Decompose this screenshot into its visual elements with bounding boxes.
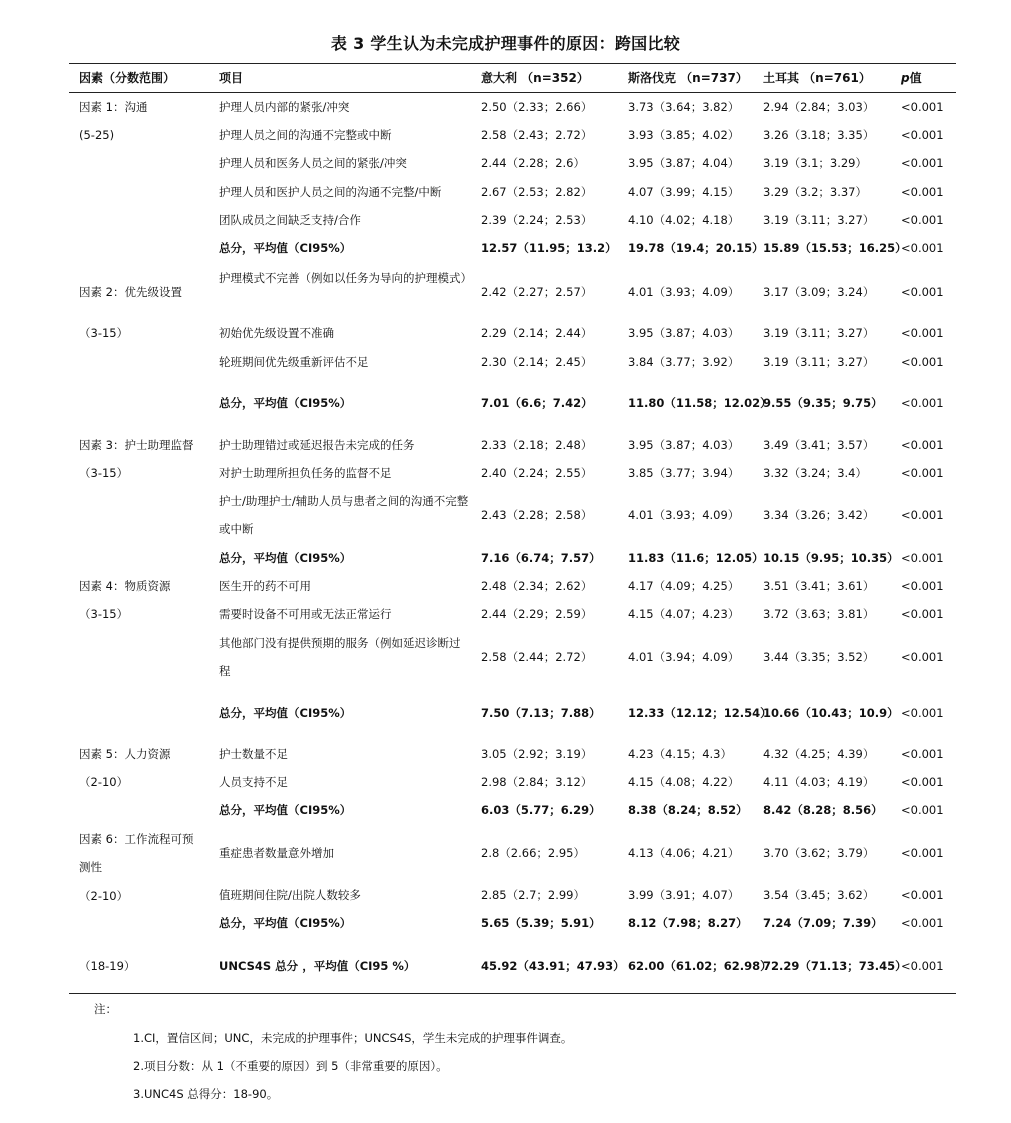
turkey-cell: 7.24（7.09；7.39）	[763, 916, 883, 930]
p-value-cell: <0.001	[901, 607, 944, 621]
turkey-cell: 3.54（3.45；3.62）	[763, 888, 875, 902]
p-value-cell: <0.001	[901, 241, 944, 255]
factor-cell: 因素 3：护士助理监督	[79, 438, 194, 452]
italy-cell: 2.98（2.84；3.12）	[481, 775, 593, 789]
factor-cell: 因素 5：人力资源	[79, 747, 171, 761]
header-p-rest: 值	[909, 71, 922, 85]
factor-cell: （3-15）	[79, 607, 129, 621]
p-value-cell: <0.001	[901, 128, 944, 142]
note-line: 2.项目分数：从 1（不重要的原因）到 5（非常重要的原因）。	[133, 1059, 448, 1073]
slovakia-cell: 12.33（12.12；12.54）	[628, 706, 772, 720]
italy-cell: 2.29（2.14；2.44）	[481, 326, 593, 340]
factor-cell: （2-10）	[79, 775, 129, 789]
note-line: 3.UNC4S 总得分：18-90。	[133, 1087, 279, 1101]
item-cell: 护士助理错过或延迟报告未完成的任务	[219, 438, 415, 452]
italy-cell: 2.58（2.43；2.72）	[481, 128, 593, 142]
p-value-cell: <0.001	[901, 466, 944, 480]
turkey-cell: 3.19（3.1；3.29）	[763, 156, 867, 170]
table-title: 表 3 学生认为未完成护理事件的原因：跨国比较	[330, 34, 681, 53]
factor-cell: (5-25)	[79, 128, 115, 142]
italy-cell: 2.58（2.44；2.72）	[481, 650, 593, 664]
italy-cell: 7.16（6.74；7.57）	[481, 551, 601, 565]
p-value-cell: <0.001	[901, 959, 944, 973]
turkey-cell: 3.29（3.2；3.37）	[763, 185, 867, 199]
slovakia-cell: 3.85（3.77；3.94）	[628, 466, 740, 480]
turkey-cell: 72.29（71.13；73.45）	[763, 959, 907, 973]
italy-cell: 2.43（2.28；2.58）	[481, 508, 593, 522]
item-cell: UNCS4S 总分 ，平均值（CI95 %）	[219, 959, 416, 973]
italy-cell: 5.65（5.39；5.91）	[481, 916, 601, 930]
p-value-cell: <0.001	[901, 213, 944, 227]
table-top-rule	[69, 63, 956, 64]
header-rule	[69, 92, 956, 93]
header-p-italic: p	[901, 71, 910, 85]
slovakia-cell: 4.10（4.02；4.18）	[628, 213, 740, 227]
turkey-cell: 10.66（10.43；10.9）	[763, 706, 899, 720]
turkey-cell: 3.32（3.24；3.4）	[763, 466, 867, 480]
item-cell: 护士数量不足	[219, 747, 288, 761]
factor-cell: （3-15）	[79, 466, 129, 480]
italy-cell: 2.33（2.18；2.48）	[481, 438, 593, 452]
italy-cell: 7.50（7.13；7.88）	[481, 706, 601, 720]
italy-cell: 2.30（2.14；2.45）	[481, 355, 593, 369]
p-value-cell: <0.001	[901, 579, 944, 593]
turkey-cell: 3.19（3.11；3.27）	[763, 355, 875, 369]
italy-cell: 2.48（2.34；2.62）	[481, 579, 593, 593]
header-italy: 意大利 （n=352）	[481, 71, 589, 85]
p-value-cell: <0.001	[901, 326, 944, 340]
turkey-cell: 3.26（3.18；3.35）	[763, 128, 875, 142]
p-value-cell: <0.001	[901, 438, 944, 452]
italy-cell: 2.44（2.28；2.6）	[481, 156, 585, 170]
item-cell: 护理人员内部的紧张/冲突	[219, 100, 350, 114]
slovakia-cell: 4.15（4.08；4.22）	[628, 775, 740, 789]
item-cell: 总分，平均值（CI95%）	[219, 803, 352, 817]
slovakia-cell: 3.73（3.64；3.82）	[628, 100, 740, 114]
item-cell: 值班期间住院/出院人数较多	[219, 888, 361, 902]
item-cell: 初始优先级设置不准确	[219, 326, 334, 340]
item-cell: 总分，平均值（CI95%）	[219, 396, 352, 410]
factor-cell: （2-10）	[79, 889, 129, 903]
turkey-cell: 3.51（3.41；3.61）	[763, 579, 875, 593]
p-value-cell: <0.001	[901, 916, 944, 930]
p-value-cell: <0.001	[901, 508, 944, 522]
item-cell: 团队成员之间缺乏支持/合作	[219, 213, 361, 227]
p-value-cell: <0.001	[901, 803, 944, 817]
item-cell: 其他部门没有提供预期的服务（例如延迟诊断过程	[219, 636, 461, 678]
note-line: 1.CI，置信区间；UNC，未完成的护理事件；UNCS4S，学生未完成的护理事件调查。	[133, 1031, 573, 1045]
italy-cell: 7.01（6.6；7.42）	[481, 396, 593, 410]
turkey-cell: 3.72（3.63；3.81）	[763, 607, 875, 621]
p-value-cell: <0.001	[901, 650, 944, 664]
header-p-value	[901, 71, 922, 85]
item-cell: 总分，平均值（CI95%）	[219, 241, 352, 255]
italy-cell: 2.44（2.29；2.59）	[481, 607, 593, 621]
slovakia-cell: 4.17（4.09；4.25）	[628, 579, 740, 593]
slovakia-cell: 4.01（3.94；4.09）	[628, 650, 740, 664]
turkey-cell: 3.70（3.62；3.79）	[763, 846, 875, 860]
p-value-cell: <0.001	[901, 551, 944, 565]
slovakia-cell: 4.07（3.99；4.15）	[628, 185, 740, 199]
factor-cell: 因素 1：沟通	[79, 100, 148, 114]
factor-cell: 因素 2：优先级设置	[79, 285, 182, 299]
item-cell: 护理人员和医护人员之间的沟通不完整/中断	[219, 185, 442, 199]
italy-cell: 2.67（2.53；2.82）	[481, 185, 593, 199]
factor-cell: （18-19）	[79, 959, 136, 973]
item-cell: 总分，平均值（CI95%）	[219, 916, 352, 930]
p-value-cell: <0.001	[901, 846, 944, 860]
item-cell: 重症患者数量意外增加	[219, 846, 334, 860]
p-value-cell: <0.001	[901, 706, 944, 720]
item-cell: 总分，平均值（CI95%）	[219, 706, 352, 720]
slovakia-cell: 4.15（4.07；4.23）	[628, 607, 740, 621]
italy-cell: 6.03（5.77；6.29）	[481, 803, 601, 817]
slovakia-cell: 3.84（3.77；3.92）	[628, 355, 740, 369]
item-cell: 轮班期间优先级重新评估不足	[219, 355, 369, 369]
turkey-cell: 8.42（8.28；8.56）	[763, 803, 883, 817]
turkey-cell: 3.49（3.41；3.57）	[763, 438, 875, 452]
header-slovakia: 斯洛伐克 （n=737）	[628, 71, 748, 85]
item-cell: 对护士助理所担负任务的监督不足	[219, 466, 392, 480]
turkey-cell: 2.94（2.84；3.03）	[763, 100, 875, 114]
header-item: 项目	[219, 71, 244, 85]
slovakia-cell: 62.00（61.02；62.98）	[628, 959, 772, 973]
item-cell: 护士/助理护士/辅助人员与患者之间的沟通不完整或中断	[219, 494, 469, 536]
slovakia-cell: 3.95（3.87；4.04）	[628, 156, 740, 170]
notes-heading: 注：	[94, 1002, 117, 1016]
slovakia-cell: 3.95（3.87；4.03）	[628, 326, 740, 340]
item-cell: 总分，平均值（CI95%）	[219, 551, 352, 565]
italy-cell: 2.50（2.33；2.66）	[481, 100, 593, 114]
turkey-cell: 15.89（15.53；16.25）	[763, 241, 907, 255]
turkey-cell: 3.44（3.35；3.52）	[763, 650, 875, 664]
turkey-cell: 10.15（9.95；10.35）	[763, 551, 899, 565]
p-value-cell: <0.001	[901, 888, 944, 902]
italy-cell: 2.85（2.7；2.99）	[481, 888, 585, 902]
turkey-cell: 3.34（3.26；3.42）	[763, 508, 875, 522]
slovakia-cell: 4.23（4.15；4.3）	[628, 747, 732, 761]
slovakia-cell: 8.12（7.98；8.27）	[628, 916, 748, 930]
p-value-cell: <0.001	[901, 396, 944, 410]
factor-cell: 因素 4：物质资源	[79, 579, 171, 593]
italy-cell: 45.92（43.91；47.93）	[481, 959, 625, 973]
slovakia-cell: 19.78（19.4；20.15）	[628, 241, 764, 255]
italy-cell: 2.39（2.24；2.53）	[481, 213, 593, 227]
p-value-cell: <0.001	[901, 185, 944, 199]
p-value-cell: <0.001	[901, 156, 944, 170]
turkey-cell: 4.11（4.03；4.19）	[763, 775, 875, 789]
item-cell: 护理人员和医务人员之间的紧张/冲突	[219, 156, 407, 170]
factor-cell: 因素 6：工作流程可预测性	[79, 832, 194, 874]
slovakia-cell: 4.13（4.06；4.21）	[628, 846, 740, 860]
p-value-cell: <0.001	[901, 285, 944, 299]
p-value-cell: <0.001	[901, 100, 944, 114]
italy-cell: 2.40（2.24；2.55）	[481, 466, 593, 480]
italy-cell: 2.8（2.66；2.95）	[481, 846, 585, 860]
italy-cell: 3.05（2.92；3.19）	[481, 747, 593, 761]
slovakia-cell: 3.95（3.87；4.03）	[628, 438, 740, 452]
p-value-cell: <0.001	[901, 775, 944, 789]
item-cell: 护理人员之间的沟通不完整或中断	[219, 128, 392, 142]
slovakia-cell: 8.38（8.24；8.52）	[628, 803, 748, 817]
slovakia-cell: 4.01（3.93；4.09）	[628, 285, 740, 299]
slovakia-cell: 4.01（3.93；4.09）	[628, 508, 740, 522]
italy-cell: 2.42（2.27；2.57）	[481, 285, 593, 299]
slovakia-cell: 3.99（3.91；4.07）	[628, 888, 740, 902]
p-value-cell: <0.001	[901, 355, 944, 369]
italy-cell: 12.57（11.95；13.2）	[481, 241, 617, 255]
item-cell: 需要时设备不可用或无法正常运行	[219, 607, 392, 621]
p-value-cell: <0.001	[901, 747, 944, 761]
factor-cell: （3-15）	[79, 326, 129, 340]
turkey-cell: 3.17（3.09；3.24）	[763, 285, 875, 299]
header-factor: 因素（分数范围）	[79, 71, 176, 85]
table-bottom-rule	[69, 993, 956, 994]
turkey-cell: 3.19（3.11；3.27）	[763, 213, 875, 227]
slovakia-cell: 3.93（3.85；4.02）	[628, 128, 740, 142]
turkey-cell: 9.55（9.35；9.75）	[763, 396, 883, 410]
turkey-cell: 3.19（3.11；3.27）	[763, 326, 875, 340]
turkey-cell: 4.32（4.25；4.39）	[763, 747, 875, 761]
item-cell: 人员支持不足	[219, 775, 288, 789]
item-cell: 护理模式不完善（例如以任务为导向的护理模式）	[219, 271, 472, 285]
slovakia-cell: 11.80（11.58；12.02）	[628, 396, 772, 410]
slovakia-cell: 11.83（11.6；12.05）	[628, 551, 764, 565]
item-cell: 医生开的药不可用	[219, 579, 311, 593]
header-turkey: 土耳其 （n=761）	[763, 71, 871, 85]
